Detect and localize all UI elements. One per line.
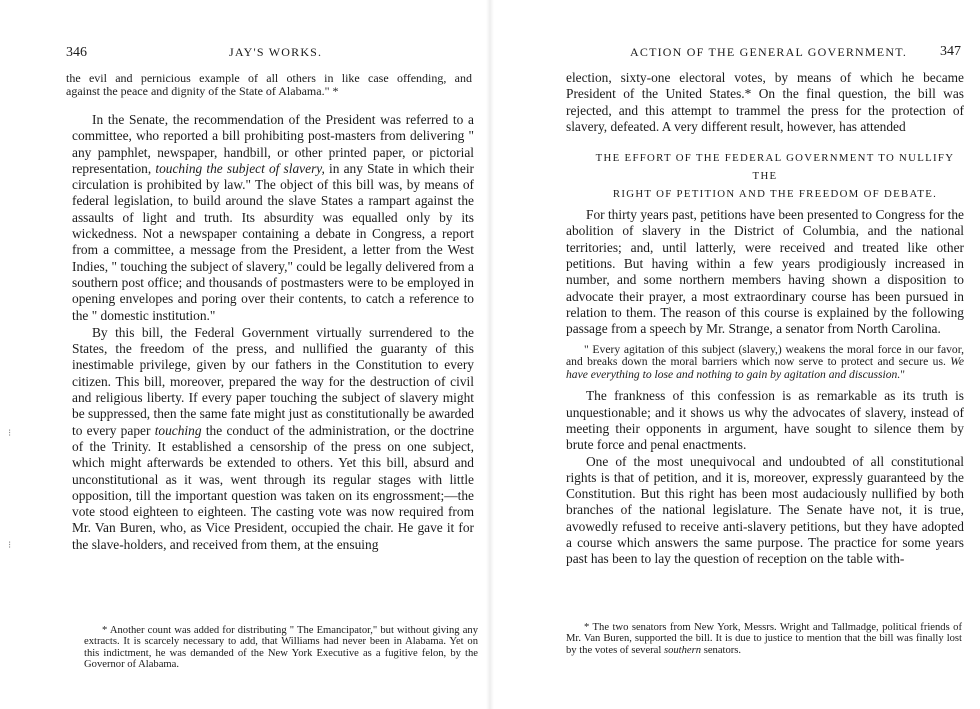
strange-quotation <box>566 344 964 382</box>
left-top-line-2: against the peace and dignity of the State of Alabama." * <box>66 83 339 98</box>
quote-italic: We have everything to lose and nothing to gain by agitation and discussion. <box>566 355 964 381</box>
right-footnote-text <box>566 622 962 656</box>
section-heading <box>566 149 964 203</box>
right-running-head: ACTION OF THE GENERAL GOVERNMENT. <box>630 45 908 59</box>
right-footnote <box>566 622 962 656</box>
right-paragraph-1: For thirty years past, petitions have been presented to Congress for the abolition of slavery in the District of Columbia, and the national territories; and, until latterly, were received and treated like other petitions. But having within a few years prodigiously increased in number, and some northern members having shown a disposition to advocate their prayer, a most extraordinary course has been pursued in relation to them. The reason of this course is explained by the following passage from a speech by Mr. Strange, a senator from North Carolina. <box>566 207 964 337</box>
left-footnote-text: * Another count was added for distributing " The Emancipator," but without giving any extracts. It is scarcely necessary to add, that Williams had never been in Alabama. Yet on this indictment, he was demanded of the New York Executive as a fugitive felon, by the Governor of Alabama. <box>84 625 478 670</box>
left-paragraph-1 <box>72 112 474 324</box>
section-heading-line-2: RIGHT OF PETITION AND THE FREEDOM OF DEBATE. <box>612 188 938 201</box>
margin-mark: ⁝ <box>8 428 12 439</box>
margin-mark: ⁝ <box>8 540 12 551</box>
right-page <box>490 0 980 709</box>
left-p1-italic: touching the subject of slavery, <box>155 160 325 176</box>
right-main-text <box>566 70 964 568</box>
left-running-head: JAY'S WORKS. <box>229 45 323 59</box>
left-p1-text-b: in any State in which their circulation is prohibited by law." The object of this bill was, by means of federal legislation, to build around the slave States a rampart against the assaults of light and truth. Its absurdity was equalled only by its wickedness. Not a newspaper containing a debate in Congress, a report from a committee, a message from the President, a letter from the West Indies, " touching the subject of slavery," could be legally delivered from a southern post office; and thousands of postmasters were to be employed in opening envelopes and poring over their contents, to catch a reference to the " domestic institution." <box>72 160 474 323</box>
left-paragraph-2 <box>72 325 474 553</box>
quote-text-a: " Every agitation of this subject (slavery,) weakens the moral force in our favor, and breaks down the moral barriers which now serve to protect and secure us. <box>566 342 964 369</box>
left-p2-text-b: the conduct of the administration, or the doctrine of the Trinity. It established a censorship of the press on one subject, which might afterwards be extended to others. Yet this bill, absurd and unconstitutional as it was, went through its regular stages with little opposition, till the important question was taken on its engrossment;—the vote stood eighteen to eighteen. The casting vote was now required from Mr. Van Buren, who, as Vice President, occupied the chair. He gave it for the slave-holders, and received from them, at the ensuing <box>72 422 475 552</box>
left-indictment-tail <box>66 72 472 98</box>
right-footnote-text-b: senators. <box>701 644 742 656</box>
left-main-text <box>72 112 474 553</box>
left-p2-italic: touching <box>154 422 202 438</box>
left-page-header <box>66 44 481 61</box>
left-top-line-1: the evil and pernicious example of all others in like case offending, and <box>66 71 472 85</box>
right-footnote-text-a: * The two senators from New York, Messrs. Wright and Tallmadge, political friends of Mr. Van Buren, supported the bill. It is due to justice to mention that the bill was finally lost by the votes of several <box>566 622 962 656</box>
right-footnote-italic: southern <box>663 644 702 656</box>
quote-text-b: " <box>900 367 905 381</box>
quotation-text <box>566 344 964 382</box>
left-p1-text-a: In the Senate, the recommendation of the President was referred to a committee, who reported a bill prohibiting post-masters from delivering " any pamphlet, newspaper, handbill, or other printed paper, or pictorial representation, <box>72 112 474 176</box>
left-page-number: 346 <box>66 45 87 60</box>
right-paragraph-top: election, sixty-one electoral votes, by means of which he became President of the United States.* On the final question, the bill was rejected, and this attempt to trammel the press for the protection of slavery, defeated. A very different result, however, has attended <box>566 70 964 134</box>
right-paragraph-3: One of the most unequivocal and undoubted of all constitutional rights is that of petition, and it is, moreover, expressly guaranteed by the Constitution. But this right has been most audaciously nullified by both branches of the national legislature. The Senate have not, it is true, avowedly refused to receive anti-slavery petitions, but they have adopted a course which answers the same purpose. The practice for some years past has been to lay the question of reception on the table with- <box>566 453 964 567</box>
section-heading-line-1: THE EFFORT OF THE FEDERAL GOVERNMENT TO NULLIFY THE <box>595 152 955 183</box>
left-footnote <box>84 625 478 670</box>
left-p2-text-a: By this bill, the Federal Government virtually surrendered to the States, the freedom of the press, and nullified the guaranty of this inestimable privilege, given by our fathers in the Constitution to every citizen. This bill, moreover, prepared the way for the destruction of civil and religious liberty. If every paper touching the subject of slavery might be suppressed, then the same fate might just as constitutionally be awarded to every paper <box>72 324 474 438</box>
right-paragraph-2: The frankness of this confession is as remarkable as its truth is unquestionable; and it shows us why the advocates of slavery, instead of meeting their opponents in argument, have sought to silence them by brute force and penal enactments. <box>566 388 964 453</box>
right-page-number: 347 <box>940 44 961 59</box>
